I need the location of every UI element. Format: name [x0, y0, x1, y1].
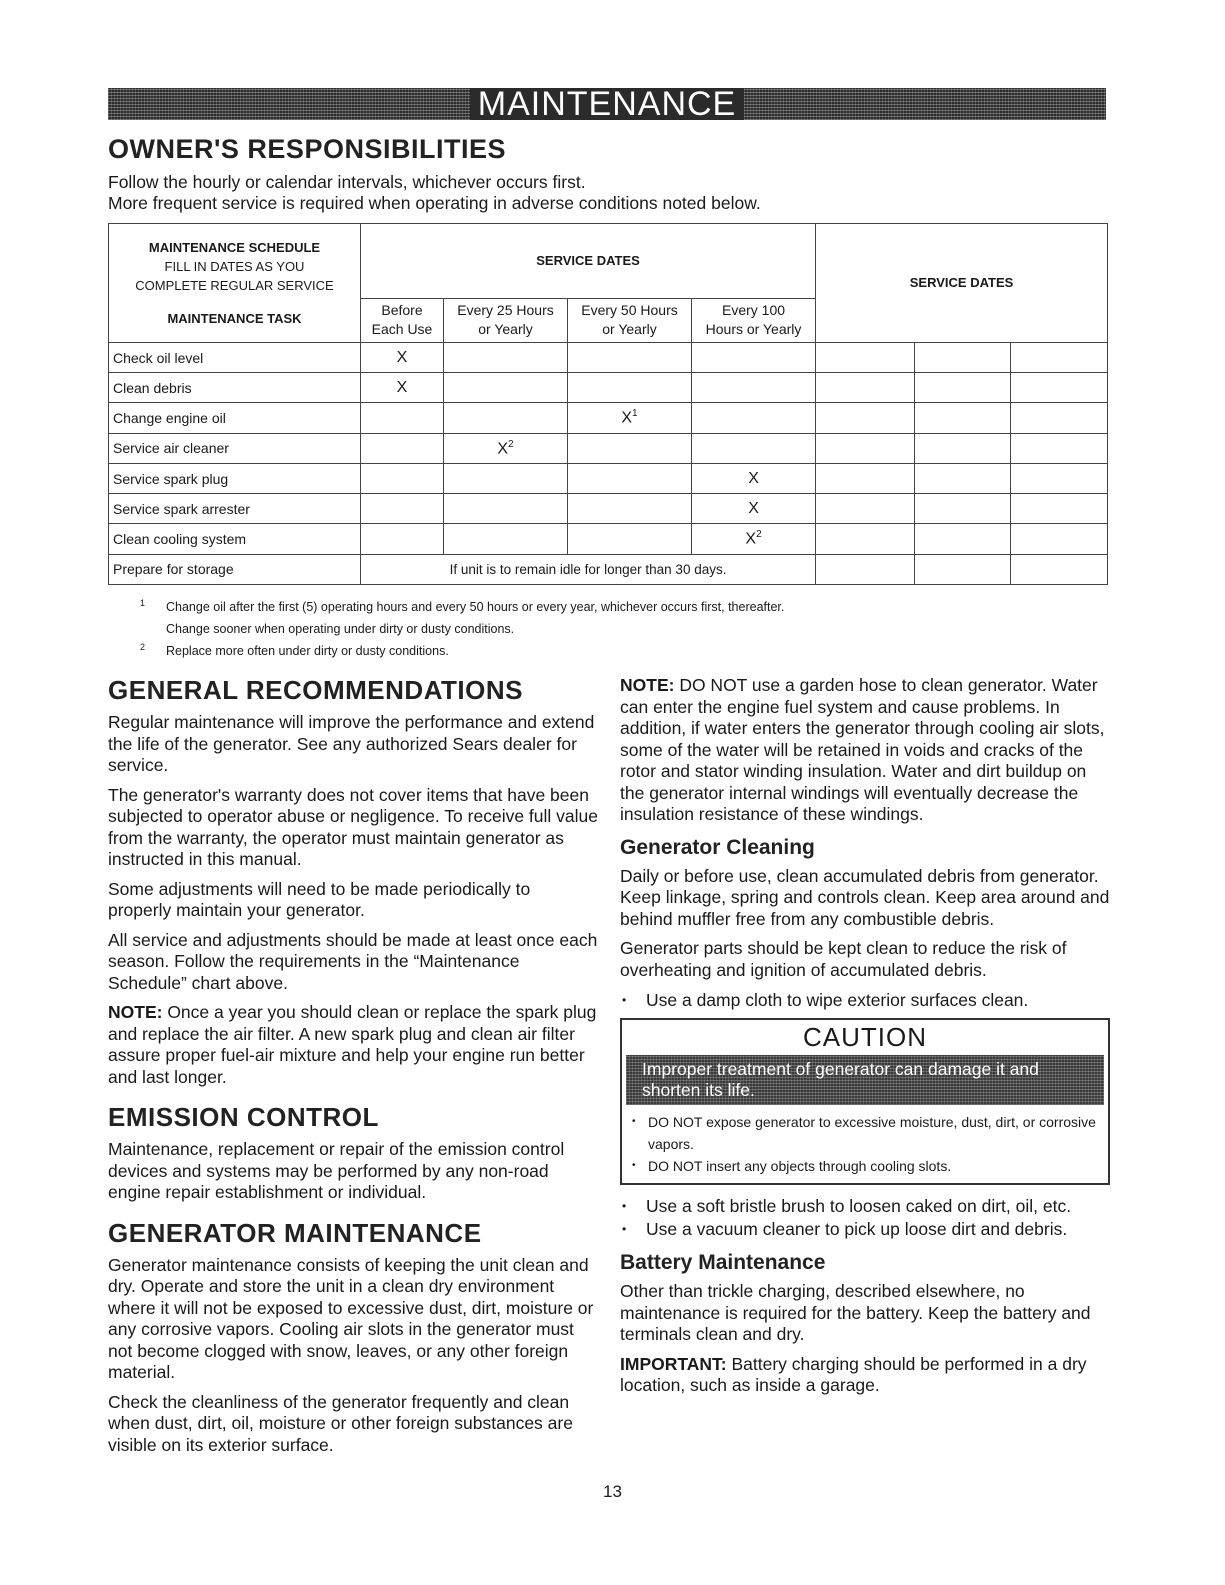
task-cell: Change engine oil [109, 403, 361, 433]
general-paragraph-4: All service and adjustments should be made at least once each season. Follow the requirements in the “Maintenance Schedule” chart above. [108, 929, 598, 993]
date-cell [1011, 433, 1108, 463]
caution-title: CAUTION [803, 1022, 927, 1052]
task-cell: Prepare for storage [109, 554, 361, 584]
storage-note: If unit is to remain idle for longer than 30 days. [361, 554, 816, 584]
date-cell [1011, 403, 1108, 433]
important-label: IMPORTANT: [620, 1353, 727, 1374]
task-cell: Service air cleaner [109, 433, 361, 463]
maintenance-banner [108, 85, 1106, 123]
mark-cell [361, 403, 444, 433]
date-cell [915, 463, 1011, 493]
col-25-line-2: or Yearly [478, 321, 533, 338]
generator-cleaning-heading: Generator Cleaning [620, 835, 815, 859]
mark-cell [361, 463, 444, 493]
emission-control-heading: EMISSION CONTROL [108, 1102, 379, 1132]
mark-x: X [621, 409, 633, 427]
table-row [109, 403, 1108, 433]
service-dates-label: SERVICE DATES [361, 224, 816, 299]
mark-cell [692, 373, 816, 403]
task-cell: Service spark plug [109, 463, 361, 493]
date-cell [1011, 373, 1108, 403]
col-every-100-hours [692, 298, 816, 342]
cleaning-bullets-2 [620, 1195, 1110, 1241]
date-cell [915, 342, 1011, 372]
col-25-line-1: Every 25 Hours [457, 302, 554, 319]
maintenance-schedule-table [108, 223, 1108, 585]
mark-cell [444, 494, 568, 524]
table-row [109, 373, 1108, 403]
schedule-header-cell [109, 224, 361, 343]
list-item: • Use a soft bristle brush to loosen caked on dirt, oil, etc. [620, 1195, 1110, 1218]
mark-cell [444, 463, 568, 493]
page-number: 13 [603, 1482, 622, 1501]
mark-x: X [745, 530, 757, 548]
date-cell [816, 494, 915, 524]
mark-cell [361, 524, 444, 554]
col-before-each-use [361, 298, 444, 342]
footnote-2 [140, 640, 784, 662]
emission-paragraph: Maintenance, replacement or repair of the emission control devices and systems may be performed by any non-road engine repair establishment or individual. [108, 1139, 565, 1202]
footnote-ref: 1 [632, 408, 638, 420]
footnote-2-number: 2 [140, 642, 146, 652]
battery-paragraph: Other than trickle charging, described elsewhere, no maintenance is required for the battery. Keep the battery and terminals clean and dry. [620, 1281, 1091, 1344]
mark-cell: X [361, 373, 444, 403]
mark-cell [444, 433, 568, 463]
col-100-line-2: Hours or Yearly [705, 321, 802, 338]
important-text: Battery charging should be performed in a dry location, such as inside a garage. [620, 1353, 1087, 1395]
date-cell [816, 342, 915, 372]
mark-cell: X [361, 342, 444, 372]
schedule-header-line-1: MAINTENANCE SCHEDULE [148, 239, 321, 255]
mark-cell [692, 403, 816, 433]
table-footnotes [140, 596, 784, 662]
col-before-line-2: Each Use [371, 321, 433, 338]
footnote-1-line-2: Change sooner when operating under dirty or dusty conditions. [166, 622, 515, 636]
generator-maintenance-paragraph-2: Check the cleanliness of the generator frequently and clean when dust, dirt, oil, moisture or other foreign substances are visible on its exterior surface. [108, 1391, 573, 1455]
date-cell [915, 494, 1011, 524]
date-cell [1011, 463, 1108, 493]
schedule-header-line-2: FILL IN DATES AS YOU [164, 258, 305, 274]
table-row [109, 433, 1108, 463]
banner-title: MAINTENANCE [470, 88, 744, 120]
task-cell: Service spark arrester [109, 494, 361, 524]
footnote-2-line-1: Replace more often under dirty or dusty conditions. [166, 644, 449, 658]
cleaning-paragraph-1: Daily or before use, clean accumulated debris from generator. Keep linkage, spring and controls clean. Keep area around and behind muffler free from any combustible debris. [620, 865, 1110, 929]
mark-cell: X [692, 494, 816, 524]
date-cell [915, 373, 1011, 403]
right-column [620, 675, 1110, 1405]
list-item: • Use a damp cloth to wipe exterior surfaces clean. [620, 989, 1110, 1012]
note-label: NOTE: [620, 675, 675, 695]
left-column [108, 675, 598, 1464]
date-cell [816, 463, 915, 493]
mark-cell [568, 463, 692, 493]
mark-cell [692, 524, 816, 554]
cleaning-bullets [620, 989, 1110, 1012]
date-cell [915, 403, 1011, 433]
col-100-line-1: Every 100 [722, 302, 786, 319]
schedule-header-line-3: COMPLETE REGULAR SERVICE [135, 277, 334, 293]
mark-cell [568, 524, 692, 554]
date-cell [1011, 342, 1108, 372]
footnote-ref: 2 [756, 529, 762, 541]
mark-cell [361, 433, 444, 463]
service-dates-label-right: SERVICE DATES [816, 224, 1108, 343]
general-note [108, 1002, 598, 1088]
col-every-50-hours [568, 298, 692, 342]
mark-cell [444, 524, 568, 554]
list-item: • DO NOT insert any objects through cooling slots. [630, 1155, 1100, 1177]
col-every-25-hours [444, 298, 568, 342]
general-paragraph-2: The generator's warranty does not cover items that have been subjected to operator abuse or negligence. To receive full value from the warranty, the operator must maintain generator as instructed in this manual. [108, 784, 598, 869]
owners-intro [108, 172, 761, 214]
mark-cell [692, 433, 816, 463]
table-row [109, 342, 1108, 372]
battery-maintenance-heading: Battery Maintenance [620, 1251, 826, 1274]
mark-cell [568, 342, 692, 372]
list-item: • Use a vacuum cleaner to pick up loose dirt and debris. [620, 1218, 1110, 1241]
mark-cell [568, 373, 692, 403]
date-cell [816, 554, 915, 584]
caution-list [622, 1111, 1108, 1177]
mark-cell [568, 403, 692, 433]
mark-cell [444, 342, 568, 372]
list-item: • DO NOT expose generator to excessive moisture, dust, dirt, or corrosive vapors. [630, 1111, 1100, 1155]
mark-x: X [497, 440, 509, 457]
date-cell [1011, 524, 1108, 554]
table-row [109, 494, 1108, 524]
date-cell [915, 554, 1011, 584]
date-cell [816, 524, 915, 554]
date-cell [816, 373, 915, 403]
mark-cell [568, 494, 692, 524]
caution-warning: Improper treatment of generator can damage it and shorten its life. [626, 1055, 1104, 1105]
mark-cell [692, 342, 816, 372]
cleaning-paragraph-2: Generator parts should be kept clean to reduce the risk of overheating and ignition of accumulated debris. [620, 938, 1067, 980]
note-text: Once a year you should clean or replace the spark plug and replace the air filter. A new spark plug and clean air filter assure proper fuel-air mixture and help your engine run better and last longer. [108, 1002, 597, 1087]
footnote-1-line-1: Change oil after the first (5) operating hours and every 50 hours or every year, whichever occurs first, thereafter. [166, 600, 785, 614]
note-text: DO NOT use a garden hose to clean generator. Water can enter the engine fuel system and cause problems. In addition, if water enters the generator through cooling air slots, some of the water will be retained in voids and cracks of the rotor and stator winding insulation. Water and dirt buildup on the generator internal windings will eventually decrease the insulation resistance of these windings. [620, 675, 1105, 824]
intro-line-2: More frequent service is required when operating in adverse conditions noted below. [108, 193, 761, 213]
caution-box [620, 1018, 1110, 1185]
table-row [109, 463, 1108, 493]
footnote-ref: 2 [508, 438, 514, 450]
footnote-1 [140, 596, 784, 640]
date-cell [915, 433, 1011, 463]
owners-responsibilities-heading: OWNER'S RESPONSIBILITIES [108, 134, 506, 164]
mark-cell: X [692, 463, 816, 493]
battery-important [620, 1354, 1110, 1397]
generator-maintenance-paragraph-1: Generator maintenance consists of keeping the unit clean and dry. Operate and store the unit in a clean dry environment where it will not be exposed to excessive dust, dirt, moisture or any corrosive vapors. Cooling air slots in the generator must not become clogged with snow, leaves, or any other foreign material. [108, 1254, 594, 1382]
table-row [109, 524, 1108, 554]
task-cell: Clean debris [109, 373, 361, 403]
col-before-line-1: Before [381, 302, 423, 319]
date-cell [816, 403, 915, 433]
date-cell [816, 433, 915, 463]
date-cell [1011, 554, 1108, 584]
mark-cell [444, 373, 568, 403]
intro-line-1: Follow the hourly or calendar intervals, whichever occurs first. [108, 172, 586, 192]
footnote-1-number: 1 [140, 598, 146, 608]
mark-cell [361, 494, 444, 524]
table-row [109, 554, 1108, 584]
mark-cell [568, 433, 692, 463]
general-paragraph-1: Regular maintenance will improve the performance and extend the life of the generator. See any authorized Sears dealer for service. [108, 712, 595, 775]
col-50-line-1: Every 50 Hours [581, 302, 678, 319]
note-label: NOTE: [108, 1002, 163, 1022]
hose-note [620, 675, 1110, 826]
task-cell: Check oil level [109, 342, 361, 372]
date-cell [915, 524, 1011, 554]
table-header-row [109, 224, 1108, 299]
col-50-line-2: or Yearly [602, 321, 657, 338]
mark-cell [444, 403, 568, 433]
date-cell [1011, 494, 1108, 524]
task-cell: Clean cooling system [109, 524, 361, 554]
general-paragraph-3: Some adjustments will need to be made periodically to properly maintain your generator. [108, 878, 531, 920]
task-column-header: MAINTENANCE TASK [167, 310, 302, 326]
general-recommendations-heading: GENERAL RECOMMENDATIONS [108, 675, 523, 705]
generator-maintenance-heading: GENERATOR MAINTENANCE [108, 1217, 482, 1248]
